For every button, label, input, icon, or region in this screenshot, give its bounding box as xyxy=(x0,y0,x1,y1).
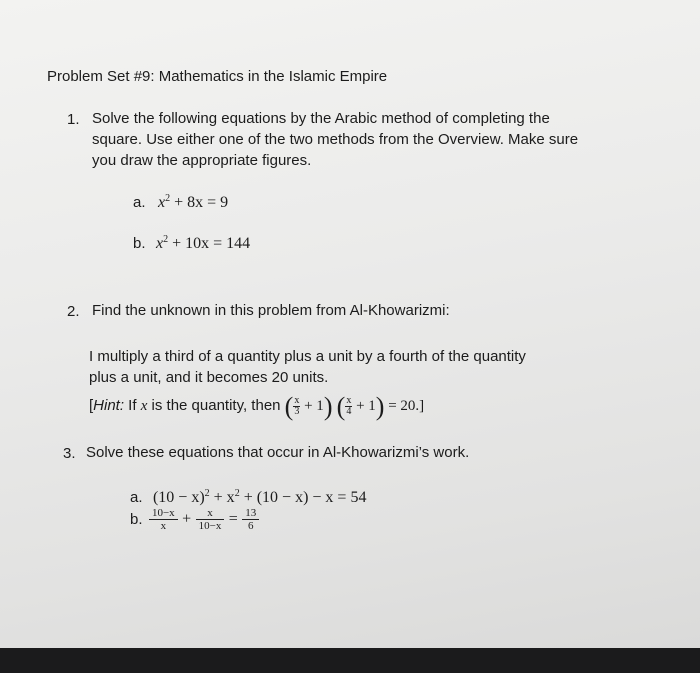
problem-2-quote-line-1: I multiply a third of a quantity plus a unit by a fourth of the quantity xyxy=(89,348,526,365)
problem-1-number: 1. xyxy=(67,111,80,128)
problem-1a-label: a. xyxy=(133,194,146,211)
problem-3a-equation: $(10 - x)^2 + x^2 + (10 - x) - x = 54$ xyxy=(152,488,367,506)
page-title: Problem Set #9: Mathematics in the Islamic Empire xyxy=(47,68,388,85)
problem-1b-equation: $x^2 + 10x = 144$ xyxy=(155,234,251,252)
problem-1-line-2: square. Use either one of the two methods from the Overview. Make sure xyxy=(92,131,579,148)
problem-1a xyxy=(133,193,228,212)
problem-3-line-1: Solve these equations that occur in Al-Khowarizmi’s work. xyxy=(86,444,470,461)
problem-1b xyxy=(133,234,250,253)
problem-3-number: 3. xyxy=(63,445,76,462)
hint-fraction-1: $\frac{x}{3}$ xyxy=(294,394,300,417)
hint-fraction-2: $\frac{x}{4}$ xyxy=(346,394,352,417)
problem-3a xyxy=(130,488,366,507)
problem-3b-fraction-3: $\frac{13}{6}$ xyxy=(242,507,259,532)
problem-3b-fraction-2: $\frac{x}{10-x}$ xyxy=(196,507,225,532)
problem-1b-label: b. xyxy=(133,235,146,252)
problem-2-line-1: Find the unknown in this problem from Al-Khowarizmi: xyxy=(92,302,450,319)
problem-1-line-3: you draw the appropriate figures. xyxy=(92,152,312,169)
problem-2-number: 2. xyxy=(67,303,80,320)
screen-bottom-edge xyxy=(0,648,700,673)
problem-1a-equation: $x^2 + 8x = 9$ xyxy=(157,193,229,211)
problem-3b: b. $\frac{10-x}{x}$ + $\frac{x}{10-x}$ = $\frac{13}{6}$ xyxy=(130,507,259,532)
problem-3a-label: a. xyxy=(130,489,143,506)
problem-1-line-1: Solve the following equations by the Arabic method of completing the xyxy=(92,110,550,127)
problem-2-quote-line-2: plus a unit, and it becomes 20 units. xyxy=(89,369,329,386)
problem-2-hint: [Hint: If x is the quantity, then ( $\frac{x}{3}$ + 1) ( $\frac{x}{4}$ + 1) = 20.] xyxy=(89,392,425,421)
problem-3b-label: b. xyxy=(130,511,143,528)
problem-3b-fraction-1: $\frac{10-x}{x}$ xyxy=(149,507,178,532)
